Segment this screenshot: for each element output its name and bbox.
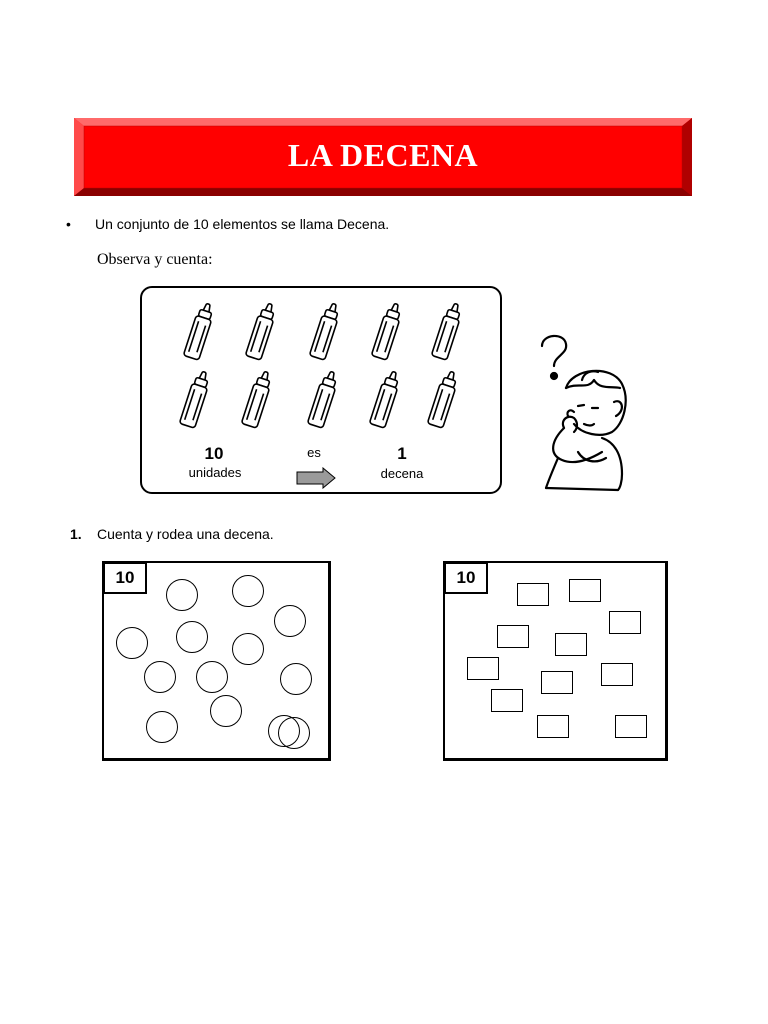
- circle-shape: [116, 627, 148, 659]
- baby-bottle-icon: [308, 302, 342, 369]
- baby-bottle-icon: [306, 370, 340, 437]
- left-unit-label: unidades: [188, 465, 242, 480]
- baby-bottle-icon: [370, 302, 404, 369]
- circle-shape: [196, 661, 228, 693]
- bullet-dot-icon: •: [66, 216, 71, 232]
- title-banner: [74, 118, 692, 196]
- baby-bottle-icon: [368, 370, 402, 437]
- page-title: LA DECENA: [287, 137, 479, 173]
- circles-box-tag: 10: [103, 562, 147, 594]
- circle-shape: [146, 711, 178, 743]
- rectangle-shape: [609, 611, 641, 634]
- rectangle-shape: [569, 579, 601, 602]
- rectangle-shape: [497, 625, 529, 648]
- baby-bottle-icon: [178, 370, 212, 437]
- rectangles-box-tag: 10: [444, 562, 488, 594]
- circle-shape: [232, 633, 264, 665]
- rectangle-shape: [491, 689, 523, 712]
- rectangle-shape: [555, 633, 587, 656]
- baby-bottle-icon: [182, 302, 216, 369]
- circles-box: [102, 561, 331, 761]
- circle-shape: [166, 579, 198, 611]
- right-unit-label: decena: [380, 466, 424, 481]
- exercise-number: 1.: [70, 526, 82, 542]
- middle-word: es: [307, 445, 321, 460]
- exercise-text: Cuenta y rodea una decena.: [97, 526, 274, 542]
- rectangle-shape: [615, 715, 647, 738]
- right-number: 1: [397, 444, 407, 463]
- observe-label: Observa y cuenta:: [97, 251, 213, 268]
- exercise-1-instruction: [70, 526, 274, 542]
- left-number: 10: [204, 444, 224, 463]
- circle-shape: [144, 661, 176, 693]
- rectangles-box: [443, 561, 668, 761]
- circle-shape: [280, 663, 312, 695]
- circle-shape: [210, 695, 242, 727]
- rectangle-shape: [537, 715, 569, 738]
- rectangle-shape: [541, 671, 573, 694]
- circle-shape: [278, 717, 310, 749]
- baby-bottle-icon: [426, 370, 460, 437]
- circle-shape: [232, 575, 264, 607]
- intro-text: Un conjunto de 10 elementos se llama Decena.: [95, 216, 390, 232]
- bottles-panel: [140, 286, 502, 494]
- thinking-child-icon: [522, 328, 634, 494]
- rectangle-shape: [467, 657, 499, 680]
- rectangle-shape: [601, 663, 633, 686]
- right-arrow-icon: [296, 467, 336, 489]
- baby-bottle-icon: [240, 370, 274, 437]
- baby-bottle-icon: [430, 302, 464, 369]
- circle-shape: [274, 605, 306, 637]
- intro-bullet: [66, 216, 389, 232]
- circle-shape: [176, 621, 208, 653]
- baby-bottle-icon: [244, 302, 278, 369]
- rectangle-shape: [517, 583, 549, 606]
